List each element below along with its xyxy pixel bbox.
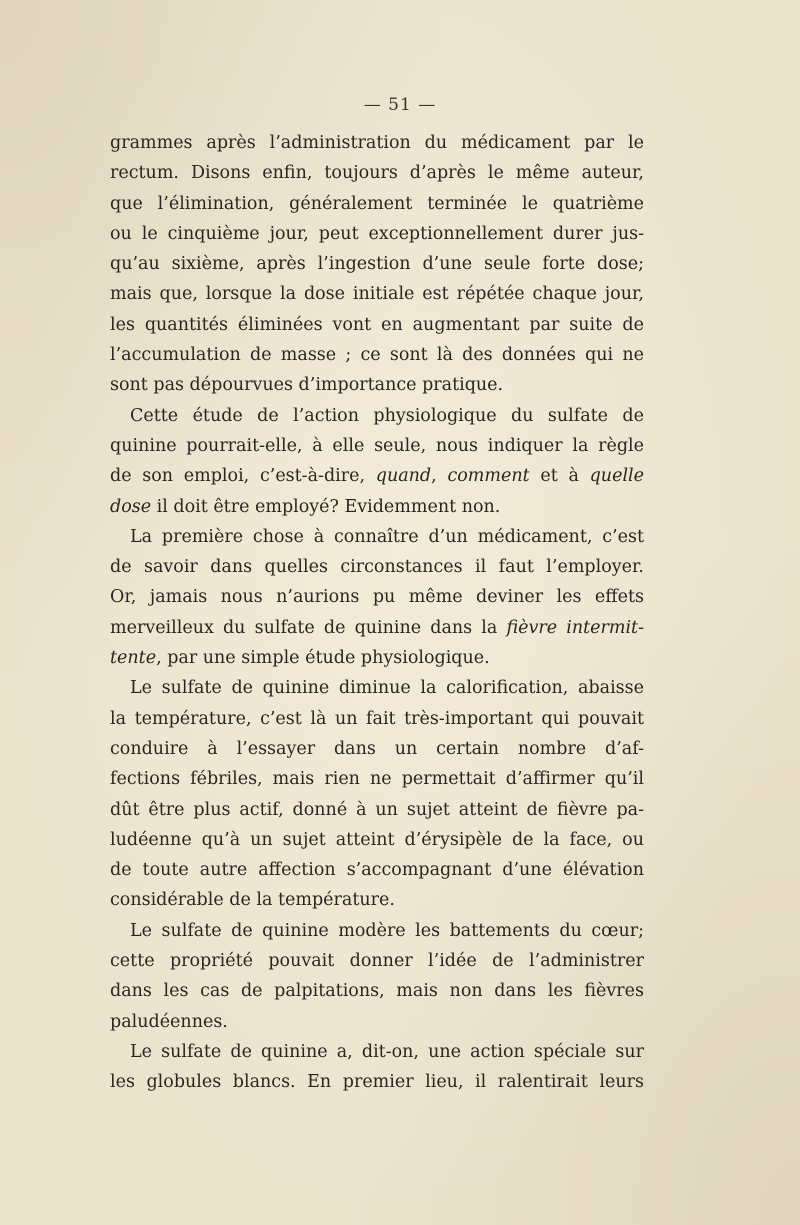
text-line — [110, 310, 644, 340]
text-span: l’accumulation de masse ; ce sont là des données qui ne — [110, 345, 644, 366]
text-line — [110, 1067, 644, 1097]
italic-text: tente — [110, 648, 157, 669]
text-line — [110, 643, 644, 673]
text-span: grammes après l’administration du médicament par le — [110, 133, 644, 153]
text-span: de savoir dans quelles circonstances il faut l’employer. — [110, 557, 644, 578]
text-line — [110, 673, 644, 703]
text-span: Le sulfate de quinine modère les battements du cœur; — [130, 920, 644, 941]
text-span: les quantités éliminées vont en augmentant par suite de — [110, 314, 644, 335]
text-span: et à — [529, 466, 590, 487]
italic-text: quand — [375, 466, 432, 487]
text-line — [110, 946, 644, 976]
text-line — [110, 189, 644, 219]
text-line — [110, 976, 644, 1006]
text-line — [110, 855, 644, 885]
text-line — [110, 128, 644, 158]
text-span: , par une simple étude physiologique. — [156, 648, 490, 669]
text-span: dans les cas de palpitations, mais non dans les fièvres — [110, 981, 644, 1002]
text-span: la température, c’est là un fait très-important qui pouvait — [110, 708, 644, 729]
text-span: mais que, lorsque la dose initiale est répétée chaque jour, — [110, 284, 644, 305]
text-line — [110, 734, 644, 764]
text-span: paludéennes. — [110, 1011, 228, 1032]
text-span: Or, jamais nous n’aurions pu même deviner les effets — [110, 587, 644, 608]
text-span: les globules blancs. En premier lieu, il ralentirait leurs — [110, 1072, 644, 1093]
text-line — [110, 1037, 644, 1067]
text-span: considérable de la température. — [110, 890, 395, 911]
text-line — [110, 582, 644, 612]
text-line — [110, 461, 644, 491]
text-line — [110, 401, 644, 431]
text-span: de toute autre affection s’accompagnant d’une élévation — [110, 860, 644, 881]
text-line — [110, 492, 644, 522]
text-span: La première chose à connaître d’un médicament, c’est — [130, 526, 644, 547]
text-span: , — [431, 466, 448, 487]
text-span: il doit être employé? Evidemment non. — [151, 496, 501, 517]
text-line — [110, 825, 644, 855]
text-line — [110, 370, 644, 400]
text-span: ludéenne qu’à un sujet atteint d’érysipèle de la face, ou — [110, 829, 644, 850]
text-line — [110, 1007, 644, 1037]
text-span: rectum. Disons enfin, toujours d’après le même auteur, — [110, 163, 644, 184]
text-line — [110, 916, 644, 946]
text-span: conduire à l’essayer dans un certain nombre d’af- — [110, 738, 644, 759]
text-span: ou le cinquième jour, peut exceptionnellement durer jus- — [110, 223, 644, 244]
text-line — [110, 340, 644, 370]
text-span: dût être plus actif, donné à un sujet atteint de fièvre pa- — [110, 799, 644, 820]
text-span: Le sulfate de quinine diminue la calorification, abaisse — [130, 678, 644, 699]
text-line — [110, 552, 644, 582]
text-span: Le sulfate de quinine a, dit-on, une action spéciale sur — [130, 1041, 644, 1062]
text-span: qu’au sixième, après l’ingestion d’une seule forte dose; — [110, 254, 644, 275]
text-line — [110, 885, 644, 915]
text-line — [110, 249, 644, 279]
text-line — [110, 795, 644, 825]
text-line — [110, 613, 644, 643]
text-line — [110, 279, 644, 309]
italic-text: quelle — [589, 466, 644, 487]
text-line — [110, 158, 644, 188]
page-number: — 51 — — [363, 95, 437, 115]
text-line — [110, 704, 644, 734]
italic-text: comment — [447, 466, 530, 487]
text-line — [110, 764, 644, 794]
text-span: de son emploi, c’est-à-dire, — [110, 466, 376, 487]
italic-text: dose — [110, 496, 152, 517]
text-span: fections fébriles, mais rien ne permettait d’affirmer qu’il — [110, 769, 644, 790]
text-span: cette propriété pouvait donner l’idée de l’administrer — [110, 951, 644, 972]
text-span: Cette étude de l’action physiologique du sulfate de — [130, 405, 644, 426]
body-text — [110, 128, 644, 1098]
text-span: sont pas dépourvues d’importance pratique. — [110, 375, 504, 396]
italic-text: fièvre intermit- — [506, 617, 644, 638]
text-line — [110, 431, 644, 461]
text-span: quinine pourrait-elle, à elle seule, nous indiquer la règle — [110, 435, 644, 456]
text-line — [110, 219, 644, 249]
text-span: merveilleux du sulfate de quinine dans la — [110, 617, 507, 638]
text-span: que l’élimination, généralement terminée le quatrième — [110, 193, 644, 214]
text-line — [110, 522, 644, 552]
